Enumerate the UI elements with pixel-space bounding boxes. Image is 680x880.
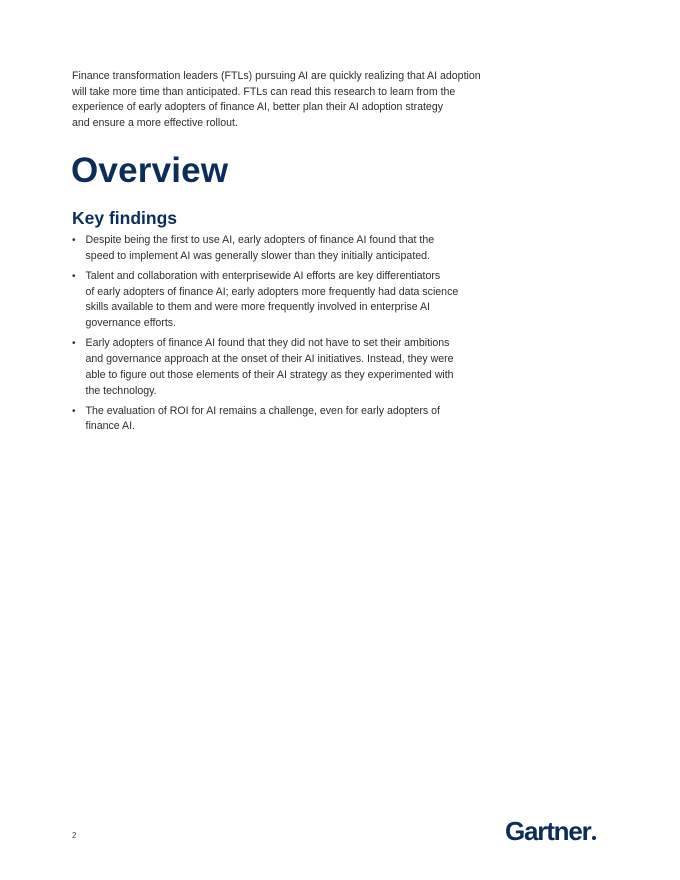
intro-line: Finance transformation leaders (FTLs) pursuing AI are quickly realizing that AI adoption xyxy=(72,70,481,82)
logo-text: Gartner xyxy=(505,816,591,846)
finding-line: of early adopters of finance AI; early adopters more frequently had data science xyxy=(85,285,459,298)
intro-line: experience of early adopters of finance AI, better plan their AI adoption strategy xyxy=(72,101,444,114)
gartner-logo xyxy=(505,812,596,846)
bullet-icon: • xyxy=(72,235,76,246)
logo-dot-icon xyxy=(592,836,596,840)
key-findings-heading: Key findings xyxy=(72,208,178,228)
bullet-icon: • xyxy=(72,338,76,350)
finding-item xyxy=(72,269,512,332)
finding-line: Despite being the first to use AI, early adopters of finance AI found that the xyxy=(85,234,435,246)
finding-item xyxy=(72,233,512,265)
finding-line: governance efforts. xyxy=(85,317,176,330)
finding-line: The evaluation of ROI for AI remains a challenge, even for early adopters of xyxy=(85,404,440,417)
finding-line: finance AI. xyxy=(85,420,135,433)
page-number: 2 xyxy=(72,831,77,840)
finding-item xyxy=(72,404,512,436)
finding-line: able to figure out those elements of their AI strategy as they experimented with xyxy=(85,368,454,381)
intro-line: will take more time than anticipated. FTLs can read this research to learn from the xyxy=(72,85,456,98)
key-findings-list xyxy=(72,233,512,439)
finding-line: Talent and collaboration with enterprisewide AI efforts are key differentiators xyxy=(85,269,441,282)
finding-line: skills available to them and were more frequently involved in enterprise AI xyxy=(85,301,430,314)
finding-line: the technology. xyxy=(85,384,157,397)
intro-paragraph xyxy=(72,69,512,132)
bullet-icon: • xyxy=(72,270,76,282)
overview-heading: Overview xyxy=(71,151,229,190)
finding-line: speed to implement AI was generally slower than they initially anticipated. xyxy=(85,249,430,262)
bullet-icon: • xyxy=(72,405,76,417)
finding-line: and governance approach at the onset of their AI initiatives. Instead, they were xyxy=(85,352,454,365)
finding-item xyxy=(72,336,512,399)
finding-line: Early adopters of finance AI found that they did not have to set their ambitions xyxy=(85,337,450,350)
intro-line: and ensure a more effective rollout. xyxy=(72,117,238,130)
